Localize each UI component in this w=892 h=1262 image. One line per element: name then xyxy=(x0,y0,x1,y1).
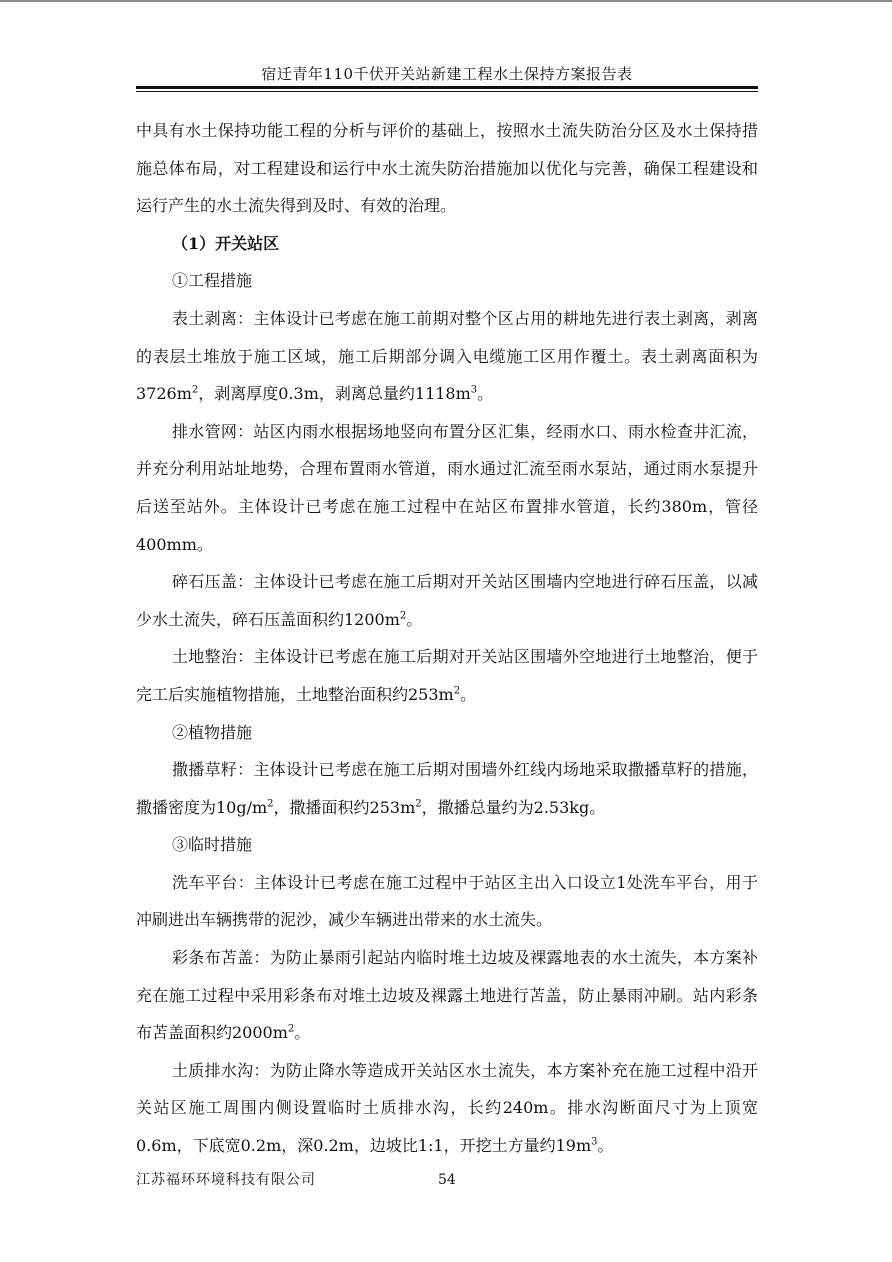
header-rule-thick xyxy=(136,86,758,89)
tarp-text-1: 彩条布苫盖：为防止暴雨引起站内临时堆土边坡及裸露地表的水土流失，本方案补充在施工过程中采用彩条布对堆土边坡及裸露土地进行苫盖，防止暴雨冲刷。站内彩条布苫盖面积约2000m xyxy=(136,948,758,1043)
superscript-2: 2 xyxy=(453,685,461,697)
page-top-border xyxy=(0,0,892,2)
gravel-text-2: 。 xyxy=(406,609,423,629)
superscript-2: 2 xyxy=(191,384,199,396)
superscript-2: 2 xyxy=(267,798,274,810)
paragraph-grass-seeding xyxy=(136,751,758,826)
tarp-text-2: 。 xyxy=(294,1023,311,1043)
page-header-title: 宿迁青年110千伏开关站新建工程水土保持方案报告表 xyxy=(261,65,633,83)
subheading-plant-measures: ②植物措施 xyxy=(172,722,253,742)
topsoil-text-3: 。 xyxy=(477,384,494,404)
land-text-2: 。 xyxy=(460,684,477,704)
section-heading-switch-station-area: （1）开关站区 xyxy=(172,233,280,253)
ditch-text-1: 土质排水沟：为防止降水等造成开关站区水土流失，本方案补充在施工过程中沿开关站区施工周围内侧设置临时土质排水沟，长约240m。排水沟断面尺寸为上顶宽0.6m，下底宽0.2m，深0.2m，边坡比1:1，开挖土方量约19m xyxy=(136,1060,758,1156)
ditch-text-2: 。 xyxy=(597,1136,614,1156)
seeding-text-1: 撒播草籽：主体设计已考虑在施工后期对围墙外红线内场地采取撒播草籽的措施，撒播密度为10g/m xyxy=(136,760,758,817)
page-number: 54 xyxy=(438,1172,456,1188)
land-text-1: 土地整治：主体设计已考虑在施工后期对开关站区围墙外空地进行土地整治，便于完工后实施植物措施，土地整治面积约253m xyxy=(136,647,758,704)
page-footer xyxy=(136,1169,758,1191)
paragraph-gravel-cover xyxy=(136,563,758,638)
topsoil-text-2: ，剥离厚度0.3m，剥离总量约1118m xyxy=(198,384,471,404)
seeding-text-3: ，撒播总量约为2.53kg。 xyxy=(421,797,606,817)
document-body xyxy=(136,112,758,1165)
paragraph-tarp-cover xyxy=(136,939,758,1052)
superscript-3: 3 xyxy=(591,1136,598,1148)
footer-company-name: 江苏福环环境科技有限公司 xyxy=(136,1172,316,1188)
superscript-2: 2 xyxy=(415,798,422,810)
paragraph-topsoil-stripping xyxy=(136,300,758,413)
paragraph-land-remediation xyxy=(136,638,758,713)
paragraph-car-wash-platform: 洗车平台：主体设计已考虑在施工过程中于站区主出入口设立1处洗车平台，用于冲刷进出车辆携带的泥沙，减少车辆进出带来的水土流失。 xyxy=(136,872,758,930)
subheading-engineering-measures: ①工程措施 xyxy=(172,271,253,291)
superscript-2: 2 xyxy=(399,610,407,622)
paragraph-drainage-network: 排水管网：站区内雨水根据场地竖向布置分区汇集，经雨水口、雨水检查井汇流，并充分利用站址地势，合理布置雨水管道，雨水通过汇流至雨水泵站，通过雨水泵提升后送至站外。主体设计已考虑在施工过程中在站区布置排水管道，长约380m，管径400mm。 xyxy=(136,421,758,554)
seeding-text-2: ，撒播面积约253m xyxy=(273,797,416,817)
paragraph-continuation: 中具有水土保持功能工程的分析与评价的基础上，按照水土流失防治分区及水土保持措施总体布局，对工程建设和运行中水土流失防治措施加以优化与完善，确保工程建设和运行产生的水土流失得到及时、有效的治理。 xyxy=(136,121,758,216)
superscript-3: 3 xyxy=(470,384,478,396)
topsoil-text-1: 表土剥离：主体设计已考虑在施工前期对整个区占用的耕地先进行表土剥离，剥离的表层土堆放于施工区域，施工后期部分调入电缆施工区用作覆土。表土剥离面积为3726m xyxy=(136,308,758,404)
paragraph-soil-drainage-ditch xyxy=(136,1052,758,1165)
superscript-2: 2 xyxy=(287,1023,295,1035)
gravel-text-1: 碎石压盖：主体设计已考虑在施工后期对开关站区围墙内空地进行碎石压盖，以减少水土流失，碎石压盖面积约1200m xyxy=(136,572,758,629)
header-rule-thin xyxy=(136,91,758,92)
subheading-temporary-measures: ③临时措施 xyxy=(172,835,253,855)
